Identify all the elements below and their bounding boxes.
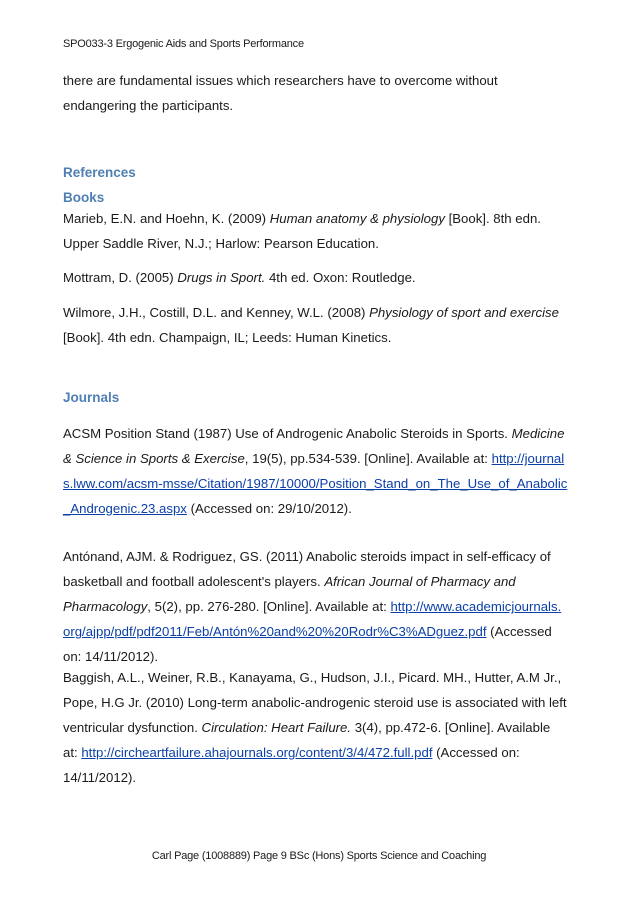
journal-link[interactable]: http://journals.lww.com/acsm-msse/Citation/1987/10000/Position_Stand_on_The_Use_of_Anabolic_Androgenic.23.aspx [63, 451, 568, 516]
books-heading: Books [63, 190, 105, 205]
intro-line-1: there are fundamental issues which researchers have to overcome without [63, 73, 498, 88]
journal-reference: ACSM Position Stand (1987) Use of Androgenic Anabolic Steroids in Sports. Medicine & Science in Sports & Exercise, 19(5), pp.534-539. [Online]. Available at: http://journals.lww.com/acsm-msse/Citation/1987/10000/Position_Stand_on_The_Use_of_Anabolic_Androgenic.23.aspx (Accessed on: 29/10/2012). [63, 426, 568, 516]
journal-title: African Journal of Pharmacy and Pharmacology [63, 574, 516, 614]
references-heading: References [63, 165, 136, 180]
journal-title: Medicine & Science in Sports & Exercise [63, 426, 565, 466]
intro-line-2: endangering the participants. [63, 98, 234, 113]
journal-link[interactable]: http://circheartfailure.ahajournals.org/content/3/4/472.full.pdf [81, 745, 433, 760]
intro-paragraph [63, 68, 568, 118]
book-reference: Marieb, E.N. and Hoehn, K. (2009) Human anatomy & physiology [Book]. 8th edn. Upper Saddle River, N.J.; Harlow: Pearson Education. [63, 211, 541, 251]
journal-link[interactable]: http://www.academicjournals.org/ajpp/pdf/pdf2011/Feb/Antón%20and%20%20Rodr%C3%ADguez.pdf [63, 599, 562, 639]
page-footer: Carl Page (1008889) Page 9 BSc (Hons) Sports Science and Coaching [151, 850, 487, 862]
book-reference: Wilmore, J.H., Costill, D.L. and Kenney, W.L. (2008) Physiology of sport and exercise [Book]. 4th edn. Champaign, IL; Leeds: Human Kinetics. [63, 305, 559, 345]
page-header: SPO033-3 Ergogenic Aids and Sports Performance [63, 38, 304, 50]
book-title: Physiology of sport and exercise [369, 305, 559, 320]
journals-heading: Journals [63, 390, 120, 405]
book-title: Human anatomy & physiology [269, 211, 445, 226]
book-title: Drugs in Sport. [177, 270, 266, 285]
book-reference: Mottram, D. (2005) Drugs in Sport. 4th ed. Oxon: Routledge. [63, 270, 416, 285]
journal-reference: Baggish, A.L., Weiner, R.B., Kanayama, G., Hudson, J.I., Picard. MH., Hutter, A.M Jr., Pope, H.G Jr. (2010) Long-term anabolic-androgenic steroid use is associated with left ventricular dysfunction. Circulation: Heart Failure. 3(4), pp.472-6. [Online]. Available at: http://circheartfailure.ahajournals.org/content/3/4/472.full.pdf (Accessed on: 14/11/2012). [63, 670, 567, 785]
journal-title: Circulation: Heart Failure. [201, 720, 352, 735]
journal-reference: Antónand, AJM. & Rodriguez, GS. (2011) Anabolic steroids impact in self-efficacy of basketball and football adolescent's players. African Journal of Pharmacy and Pharmacology, 5(2), pp. 276-280. [Online]. Available at: http://www.academicjournals.org/ajpp/pdf/pdf2011/Feb/Antón%20and%20%20Rodr%C3%ADguez.pdf (Accessed on: 14/11/2012). [63, 549, 562, 664]
